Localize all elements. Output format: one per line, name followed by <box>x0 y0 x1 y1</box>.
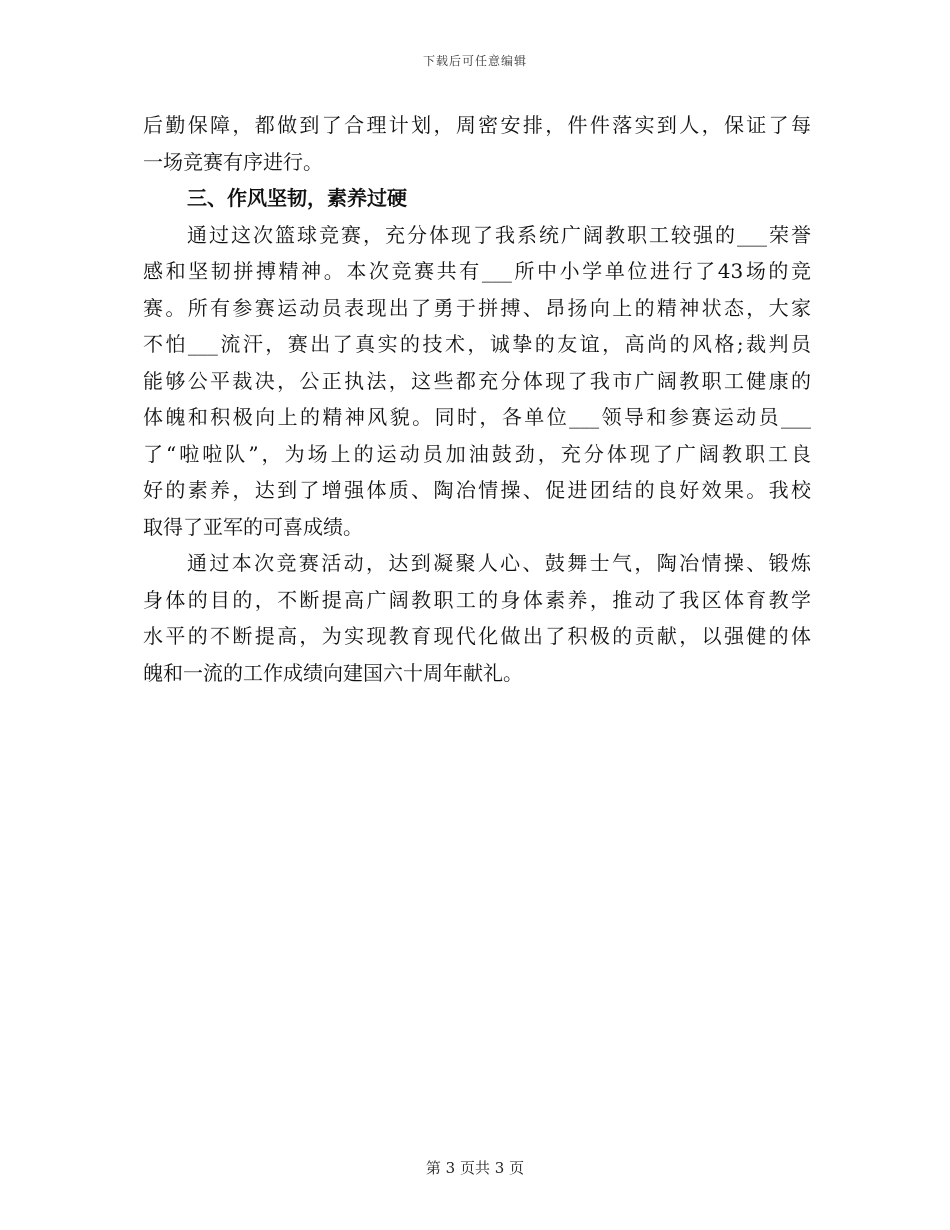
paragraph-line: 取得了亚军的可喜成绩。 <box>143 514 363 539</box>
section-heading: 三、作风坚韧，素养过硬 <box>187 186 407 210</box>
paragraph-line: 好的素养，达到了增强体质、陶冶情操、促进团结的良好效果。我校 <box>143 478 811 502</box>
paragraph-line: 体魄和积极向上的精神风貌。同时，各单位___领导和参赛运动员___ <box>143 405 811 429</box>
paragraph-line: 通过本次竞赛活动，达到凝聚人心、鼓舞士气，陶冶情操、锻炼 <box>187 551 811 575</box>
paragraph-line: 了“啦啦队”，为场上的运动员加油鼓劲，充分体现了广阔教职工良 <box>143 441 811 466</box>
paragraph-line: 赛。所有参赛运动员表现出了勇于拼搏、昂扬向上的精神状态，大家 <box>143 295 811 320</box>
page-footer: 第 3 页共 3 页 <box>425 1159 525 1177</box>
paragraph-line: 通过这次篮球竞赛，充分体现了我系统广阔教职工较强的___荣誉 <box>187 222 811 247</box>
paragraph-line: 魄和一流的工作成绩向建国六十周年献礼。 <box>143 660 523 685</box>
paragraph-line: 感和坚韧拼搏精神。本次竞赛共有___所中小学单位进行了43场的竞 <box>143 259 811 283</box>
paragraph-line: 后勤保障，都做到了合理计划，周密安排，件件落实到人，保证了每 <box>143 113 811 137</box>
page-header: 下载后可任意编辑 <box>422 54 527 68</box>
paragraph-line: 一场竞赛有序进行。 <box>143 149 323 174</box>
paragraph-line: 身体的目的，不断提高广阔教职工的身体素养，推动了我区体育教学 <box>143 587 811 612</box>
paragraph-line: 能够公平裁决，公正执法，这些都充分体现了我市广阔教职工健康的 <box>143 368 811 393</box>
paragraph-line: 不怕___流汗，赛出了真实的技术，诚挚的友谊，高尚的风格;裁判员 <box>143 332 811 356</box>
paragraph-line: 水平的不断提高，为实现教育现代化做出了积极的贡献，以强健的体 <box>143 624 811 648</box>
document-body <box>143 107 811 691</box>
